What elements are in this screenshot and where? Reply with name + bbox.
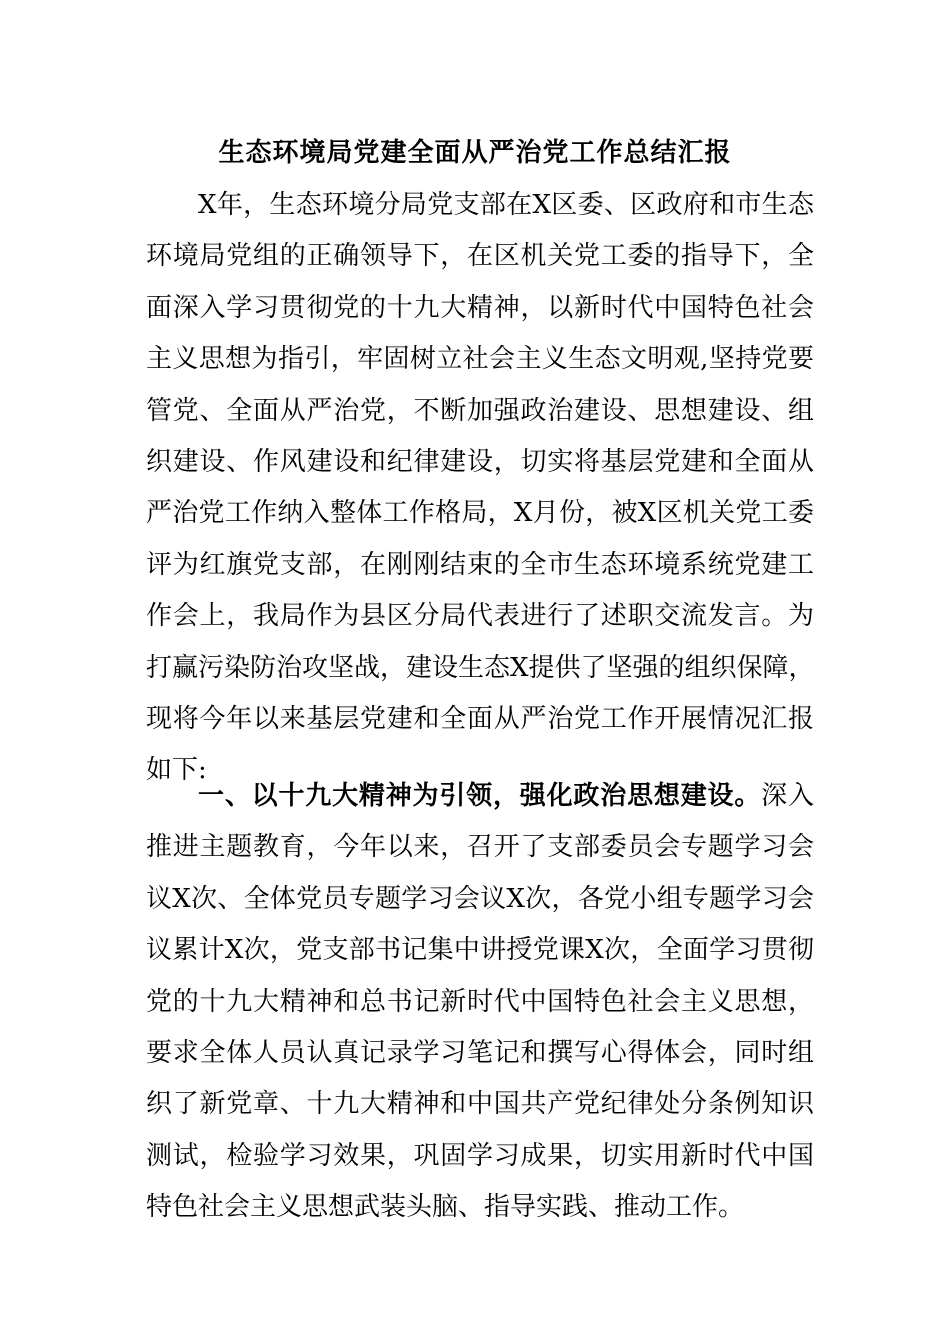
- paragraph-line: 评为红旗党支部，在刚刚结束的全市生态环境系统党建工: [146, 549, 814, 580]
- paragraph-line: 现将今年以来基层党建和全面从严治党工作开展情况汇报: [146, 703, 814, 734]
- paragraph-line: 打赢污染防治攻坚战，建设生态X提供了坚强的组织保障，: [146, 652, 815, 683]
- paragraph-line: 要求全体人员认真记录学习笔记和撰写心得体会，同时组: [146, 1037, 814, 1068]
- paragraph-line: X年，生态环境分局党支部在X区委、区政府和市生态: [198, 190, 814, 220]
- section-heading: 一、以十九大精神为引领，强化政治思想建设。: [198, 781, 762, 811]
- paragraph-line: 议X次、全体党员专题学习会议X次，各党小组专题学习会: [146, 883, 814, 914]
- paragraph-line: 面深入学习贯彻党的十九大精神，以新时代中国特色社会: [146, 292, 814, 323]
- paragraph-intro: [146, 180, 814, 797]
- paragraph-line: 作会上，我局作为县区分局代表进行了述职交流发言。为: [146, 601, 814, 632]
- paragraph-section-one: [146, 771, 814, 1234]
- paragraph-line: 测试，检验学习效果，巩固学习成果，切实用新时代中国: [146, 1140, 814, 1171]
- paragraph-line: 特色社会主义思想武装头脑、指导实践、推动工作。: [146, 1192, 745, 1223]
- paragraph-line: 环境局党组的正确领导下，在区机关党工委的指导下，全: [146, 241, 814, 272]
- document-title: 生态环境局党建全面从严治党工作总结汇报: [218, 138, 732, 168]
- paragraph-line: 党的十九大精神和总书记新时代中国特色社会主义思想，: [146, 986, 814, 1017]
- paragraph-line: 推进主题教育，今年以来，召开了支部委员会专题学习会: [146, 832, 814, 863]
- paragraph-line: 如下:: [146, 755, 207, 786]
- paragraph-line: 织建设、作风建设和纪律建设，切实将基层党建和全面从: [146, 446, 814, 477]
- paragraph-first-line: [146, 771, 814, 822]
- paragraph-line: 主义思想为指引，牢固树立社会主义生态文明观,坚持党要: [146, 344, 814, 375]
- paragraph-line: 管党、全面从严治党，不断加强政治建设、思想建设、组: [146, 395, 814, 426]
- paragraph-line: 议累计X次，党支部书记集中讲授党课X次，全面学习贯彻: [146, 935, 814, 966]
- paragraph-line: 严治党工作纳入整体工作格局，X月份，被X区机关党工委: [146, 498, 814, 529]
- paragraph-line: 织了新党章、十九大精神和中国共产党纪律处分条例知识: [146, 1089, 814, 1120]
- paragraph-line-rest: 深入: [761, 781, 814, 811]
